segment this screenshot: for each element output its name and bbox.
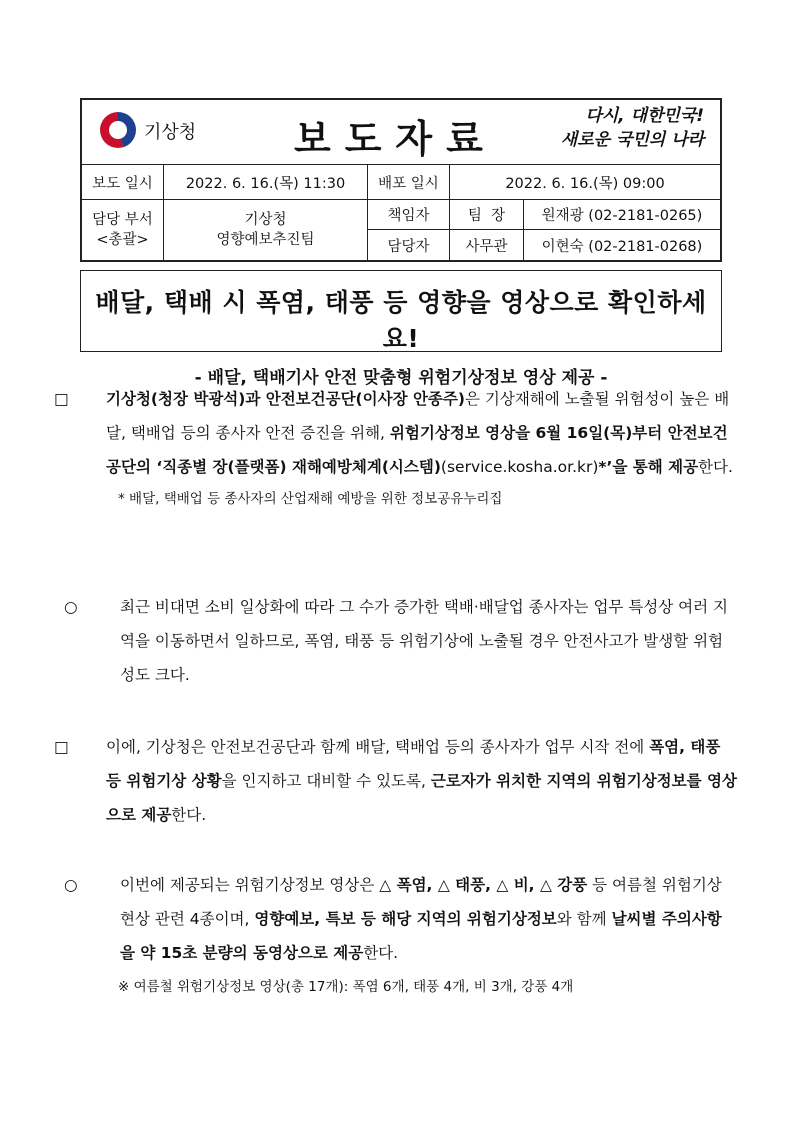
p3-hazards: 폭염, 태풍 등 위험기상 상황 <box>106 738 721 790</box>
p3-provide: 근로자가 위치한 지역의 위험기상정보를 영상으로 제공 <box>106 772 737 824</box>
paragraph-2 <box>64 590 734 692</box>
kma-logo-icon <box>100 112 136 148</box>
p4-end: 한다. <box>363 944 399 962</box>
p1-end: 한다. <box>698 458 733 476</box>
p3-text2: 을 인지하고 대비할 수 있도록, <box>221 772 431 790</box>
resp-title: 팀 장 <box>450 200 523 230</box>
resp-label: 책임자 <box>368 200 449 230</box>
p1-provide: *’을 통해 제공 <box>598 458 699 476</box>
release-row <box>82 165 720 200</box>
charge-title: 사무관 <box>465 238 508 255</box>
resp-contact: 원재광 (02-2181-0265) <box>524 200 720 230</box>
contact-titles <box>450 200 524 260</box>
dist-value: 2022. 6. 16.(목) 09:00 <box>505 175 665 192</box>
p4-video: 날씨별 주의사항을 약 15초 분량의 동영상으로 제공 <box>120 910 722 962</box>
circle-bullet: ○ <box>64 876 78 894</box>
p1-text: 은 기상재해에 노출될 위험성이 높은 배달, 택배업 등의 종사자 안전 증진을 위해, <box>106 390 730 442</box>
charge-contact: 이현숙 (02-2181-0268) <box>541 238 703 255</box>
paragraph-3 <box>54 730 740 832</box>
headline-box <box>80 270 722 388</box>
contact-labels <box>368 200 450 260</box>
dept-row <box>82 200 720 260</box>
subheadline: - 배달, 택배기사 안전 맞춤형 위험기상정보 영상 제공 - <box>194 368 608 388</box>
p4-footnote: ※ 여름철 위험기상정보 영상(총 17개): 폭염 6개, 태풍 4개, 비 3개, 강풍 4개 <box>118 979 574 995</box>
slogan-line1: 다시, 대한민국! <box>585 106 704 126</box>
dept-label-line2: <총괄> <box>96 232 149 248</box>
charge-label: 담당자 <box>387 238 430 255</box>
p4-text2: 등 여름철 위험기상 현상 관련 4종이며, <box>120 876 722 928</box>
headline: 배달, 택배 시 폭염, 태풍 등 영향을 영상으로 확인하세요! <box>95 288 707 353</box>
circle-bullet: ○ <box>64 598 78 616</box>
release-value: 2022. 6. 16.(목) 11:30 <box>164 165 368 199</box>
p2-text: 최근 비대면 소비 일상화에 따라 그 수가 증가한 택배·배달업 종사자는 업무 특성상 여러 지역을 이동하면서 일하므로, 폭염, 태풍 등 위험기상에 노출될 경우 안전사고가 발생할 위험성도 크다. <box>120 598 729 684</box>
dept-line2: 영향예보추진팀 <box>216 232 315 248</box>
paragraph-1 <box>54 382 740 510</box>
paragraph-4 <box>64 868 734 998</box>
org-name: 기상청 <box>144 122 197 143</box>
p4-info: 영향예보, 특보 등 해당 지역의 위험기상정보 <box>254 910 557 928</box>
release-label: 보도 일시 <box>82 165 164 199</box>
p1-footnote: * 배달, 택배업 등 종사자의 산업재해 예방을 위한 정보공유누리집 <box>118 491 503 507</box>
dept-line1: 기상청 <box>244 212 287 228</box>
p1-url: (service.kosha.or.kr) <box>440 458 599 476</box>
square-bullet: □ <box>54 738 69 756</box>
p3-text: 이에, 기상청은 안전보건공단과 함께 배달, 택배업 등의 종사자가 업무 시작 전에 <box>106 738 650 756</box>
dept-label-line1: 담당 부서 <box>92 212 153 228</box>
press-release-banner: 보도자료 <box>294 117 497 161</box>
header-top <box>82 100 720 165</box>
dept-value <box>164 200 368 260</box>
dist-label: 배포 일시 <box>368 165 450 199</box>
contact-values <box>524 200 720 260</box>
p1-video: 위험기상정보 영상을 6월 16일(목)부터 안전보건공단의 ‘직종별 장(플랫폼) 재해예방체계(시스템) <box>106 424 728 476</box>
dept-label <box>82 200 164 260</box>
press-header-table <box>80 98 722 262</box>
p4-types: △ 폭염, △ 태풍, △ 비, △ 강풍 <box>379 876 588 894</box>
slogan <box>561 104 704 152</box>
p1-agencies: 기상청(청장 박광석)과 안전보건공단(이사장 안종주) <box>106 390 465 408</box>
p3-end: 한다. <box>171 806 207 824</box>
p4-text3: 와 함께 <box>556 910 612 928</box>
square-bullet: □ <box>54 390 69 408</box>
slogan-line2: 새로운 국민의 나라 <box>560 130 704 150</box>
p4-text: 이번에 제공되는 위험기상정보 영상은 <box>120 876 380 894</box>
